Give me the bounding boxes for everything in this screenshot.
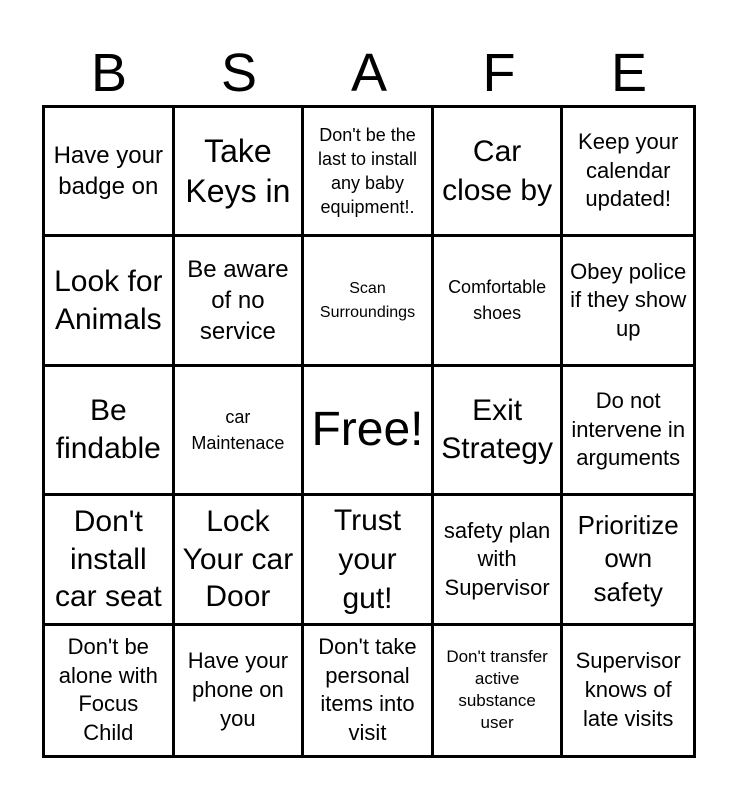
bingo-cell[interactable] [45, 496, 175, 625]
cell-label: Take Keys in [185, 133, 291, 210]
bingo-cell[interactable] [304, 108, 434, 237]
cell-label: Obey police if they show up [570, 258, 687, 341]
bingo-cell[interactable] [434, 108, 564, 237]
bingo-cell[interactable] [434, 626, 564, 755]
cell-label: Car close by [442, 135, 553, 208]
bingo-cell[interactable] [304, 496, 434, 625]
cell-label: Don't install car seat [54, 505, 162, 614]
bingo-cell[interactable] [563, 108, 693, 237]
cell-label: Trust your gut! [333, 503, 402, 615]
cell-label: Keep your calendar updated! [578, 129, 679, 212]
cell-label: Don't take personal items into visit [318, 634, 417, 745]
bingo-cell[interactable] [175, 108, 305, 237]
bingo-cell[interactable] [45, 108, 175, 237]
cell-label: Have your badge on [53, 142, 163, 201]
bingo-cell[interactable] [304, 626, 434, 755]
cell-label: Be findable [55, 394, 161, 465]
bingo-cell[interactable] [563, 237, 693, 366]
cell-label: Lock Your car Door [182, 505, 294, 614]
bingo-cell[interactable] [175, 367, 305, 496]
bingo-cell[interactable] [45, 367, 175, 496]
cell-label: Have your phone on you [187, 648, 289, 731]
cell-label: Don't be alone with Focus Child [58, 634, 158, 745]
bingo-cell[interactable] [175, 237, 305, 366]
header-letter-a: A [350, 43, 388, 103]
cell-label: Scan Surroundings [319, 280, 416, 321]
cell-label: Look for Animals [54, 265, 163, 336]
cell-label: safety plan with Supervisor [443, 517, 551, 600]
bingo-header [44, 38, 694, 108]
cell-label: Exit Strategy [441, 394, 553, 465]
bingo-cell[interactable] [45, 626, 175, 755]
bingo-cell[interactable] [175, 496, 305, 625]
cell-label: Don't be the last to install any baby equipment!. [317, 124, 418, 218]
cell-label: Free! [311, 402, 424, 456]
bingo-grid [42, 105, 696, 758]
header-letter-e: E [610, 43, 648, 103]
cell-label: Comfortable shoes [448, 277, 547, 323]
header-letter-b: B [90, 43, 128, 103]
bingo-cell[interactable] [434, 496, 564, 625]
cell-label: Be aware of no service [187, 255, 289, 346]
header-letter-f: F [482, 43, 516, 103]
free-space-cell[interactable] [304, 367, 434, 496]
bingo-cell[interactable] [563, 367, 693, 496]
header-letter-s: S [220, 43, 258, 103]
cell-label: Don't transfer active substance user [446, 647, 548, 733]
bingo-cell[interactable] [434, 237, 564, 366]
bingo-cell[interactable] [434, 367, 564, 496]
cell-label: car Maintenace [191, 406, 285, 453]
cell-label: Supervisor knows of late visits [575, 648, 681, 731]
bingo-cell[interactable] [45, 237, 175, 366]
cell-label: Do not intervene in arguments [571, 388, 686, 471]
bingo-cell[interactable] [563, 496, 693, 625]
bingo-cell[interactable] [563, 626, 693, 755]
bingo-cell[interactable] [304, 237, 434, 366]
cell-label: Prioritize own safety [577, 509, 679, 608]
bingo-cell[interactable] [175, 626, 305, 755]
